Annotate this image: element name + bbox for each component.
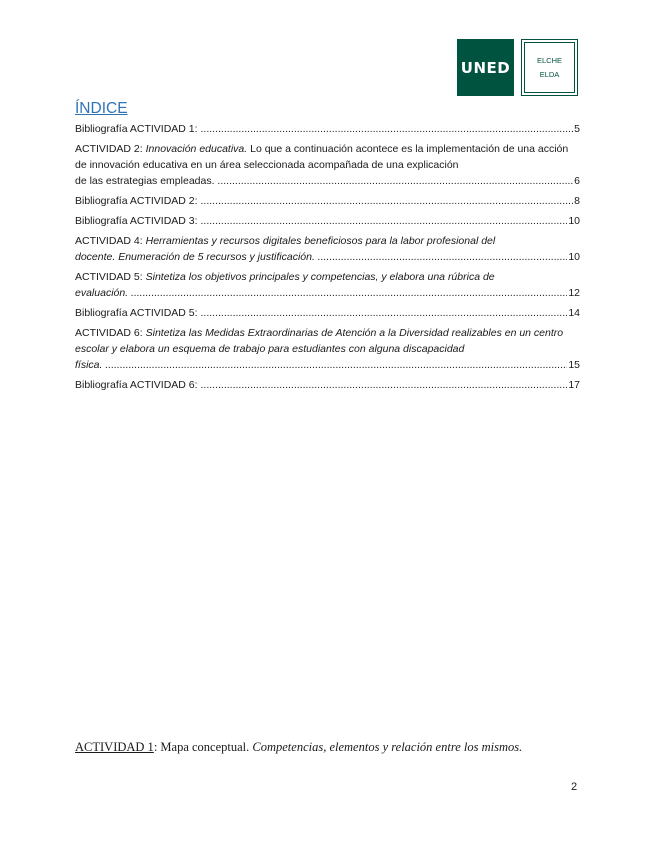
toc-entry-last: física. .....: [75, 357, 567, 373]
toc-entry[interactable]: [75, 305, 580, 321]
toc-entry-body: [75, 233, 580, 249]
toc-page: 12: [568, 287, 580, 299]
toc-entry-last: de las estrategias empleadas. .....: [75, 173, 573, 189]
toc-page: 10: [568, 215, 580, 227]
toc-entry[interactable]: [75, 233, 580, 265]
toc-entry[interactable]: [75, 377, 580, 393]
toc-entry-italic: Sintetiza los objetivos principales y competencias, y elabora una rúbrica de: [145, 271, 495, 283]
toc-entry[interactable]: [75, 325, 580, 373]
toc-entry-text: Bibliografía ACTIVIDAD 6: .....: [75, 377, 567, 393]
toc-entry[interactable]: [75, 121, 580, 137]
activity-heading: [75, 740, 522, 755]
toc-entry-text: Bibliografía ACTIVIDAD 2: .....: [75, 193, 573, 209]
activity-italic: Competencias, elementos y relación entre los mismos.: [252, 740, 523, 754]
table-of-contents: [75, 121, 580, 397]
toc-title: ÍNDICE: [75, 100, 128, 117]
page-number: 2: [571, 781, 578, 793]
toc-entry-last: evaluación. .....: [75, 285, 567, 301]
toc-entry-body: [75, 269, 580, 285]
toc-page: 15: [568, 359, 580, 371]
uned-logo-text: UNED: [460, 58, 511, 77]
toc-page: 6: [574, 175, 580, 187]
toc-entry-italic: Herramientas y recursos digitales beneficiosos para la labor profesional del: [145, 235, 496, 247]
toc-entry[interactable]: [75, 193, 580, 209]
toc-page: 17: [568, 379, 580, 391]
toc-entry-prefix: ACTIVIDAD 6:: [75, 327, 146, 339]
toc-page: 5: [574, 123, 580, 135]
toc-entry-body: [75, 325, 580, 357]
toc-page: 14: [568, 307, 580, 319]
uned-logo: [457, 39, 514, 96]
toc-entry-body: [75, 141, 580, 173]
sede-logo: [521, 39, 578, 96]
toc-entry[interactable]: [75, 141, 580, 189]
toc-entry-rest: Lo que a continuación acontece es la implementación de una acción de innovación educativa en un área seleccionada acompañada de una explicación: [75, 143, 569, 171]
sede-line1: ELCHE: [536, 55, 562, 65]
toc-entry-prefix: ACTIVIDAD 2:: [75, 143, 146, 155]
toc-entry-last: docente. Enumeración de 5 recursos y justificación. .....: [75, 249, 567, 265]
toc-entry-italic: Sintetiza las Medidas Extraordinarias de Atención a la Diversidad realizables en un centro escolar y elabora un esquema de trabajo para estudiantes con alguna discapacidad: [75, 327, 564, 355]
activity-subtitle: : Mapa conceptual.: [153, 740, 253, 754]
toc-entry-text: Bibliografía ACTIVIDAD 5: .....: [75, 305, 567, 321]
toc-page: 10: [568, 251, 580, 263]
toc-entry-italic: Innovación educativa.: [145, 143, 248, 155]
toc-entry-prefix: ACTIVIDAD 5:: [75, 271, 146, 283]
sede-line2: ELDA: [539, 69, 560, 79]
toc-entry-text: Bibliografía ACTIVIDAD 1: .....: [75, 121, 573, 137]
toc-entry[interactable]: [75, 269, 580, 301]
activity-label: ACTIVIDAD 1: [75, 740, 154, 754]
toc-page: 8: [574, 195, 580, 207]
toc-entry-text: Bibliografía ACTIVIDAD 3: .....: [75, 213, 567, 229]
toc-entry[interactable]: [75, 213, 580, 229]
toc-entry-prefix: ACTIVIDAD 4:: [75, 235, 146, 247]
